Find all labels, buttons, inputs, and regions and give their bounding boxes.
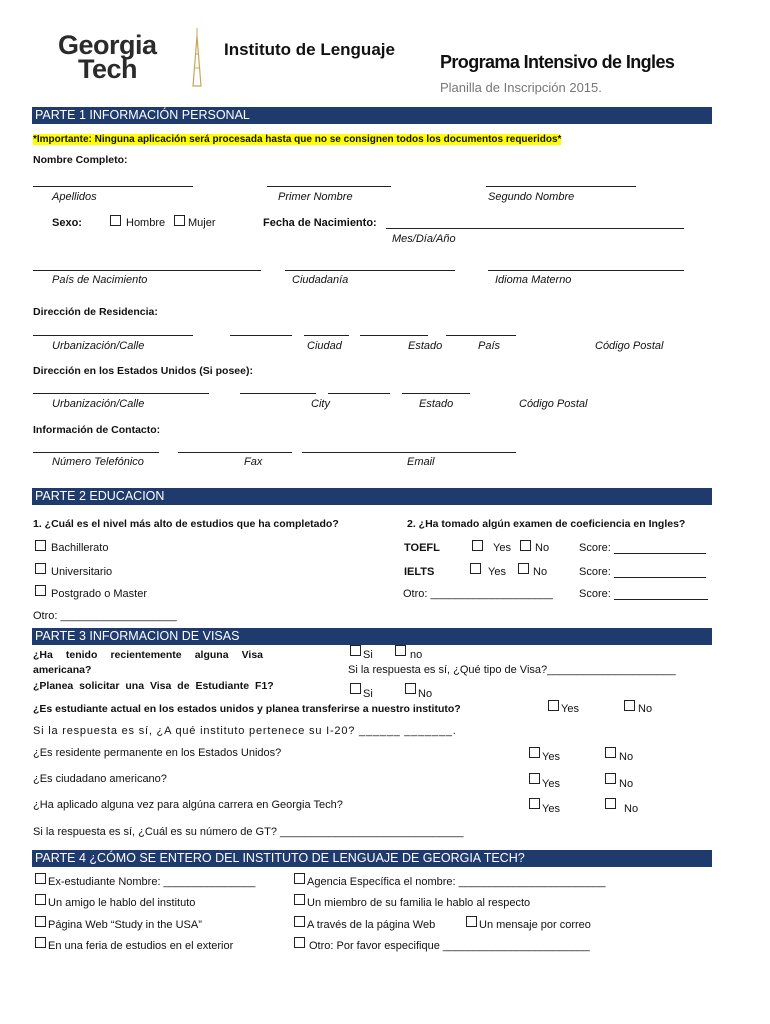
phone-field[interactable] [33, 452, 159, 453]
native-language-caption: Idioma Materno [495, 274, 572, 286]
other-source-label: Otro: Por favor especifique ________________________ [309, 940, 590, 952]
universitario-checkbox[interactable] [35, 563, 46, 574]
website-checkbox[interactable] [294, 916, 305, 927]
transfer-no-checkbox[interactable] [624, 700, 635, 711]
mail-checkbox[interactable] [466, 916, 477, 927]
other-source-checkbox[interactable] [294, 937, 305, 948]
logo-line2: Tech [78, 54, 138, 84]
us-street-caption: Urbanización/Calle [52, 398, 145, 410]
website-label: A través de la página Web [307, 919, 436, 931]
visa-question: ¿Ha tenido recientemente alguna Visa americana? [33, 649, 263, 676]
important-notice: *Importante: Ninguna aplicación será procesada hasta que no se consignen todos los documentos requeridos* [33, 134, 562, 145]
part3-header: PARTE 3 INFORMACION DE VISAS [32, 628, 712, 645]
bachillerato-label: Bachillerato [51, 542, 109, 554]
email-caption: Email [407, 456, 435, 468]
resident-no-label: No [619, 751, 634, 763]
res-street-caption: Urbanización/Calle [52, 340, 145, 352]
birth-country-field[interactable] [33, 270, 261, 271]
ielts-no-label: No [533, 566, 548, 578]
transfer-yes-checkbox[interactable] [548, 700, 559, 711]
english-exam-question: 2. ¿Ha tomado algún examen de coeficiencia en Ingles? [407, 518, 686, 530]
contact-label: Información de Contacto: [33, 424, 161, 436]
ielts-label: IELTS [404, 566, 435, 578]
f1-si-checkbox[interactable] [350, 683, 361, 694]
citizen-no-label: No [619, 778, 634, 790]
citizen-question: ¿Es ciudadano americano? [33, 773, 167, 785]
toefl-yes-label: Yes [493, 542, 511, 554]
study-usa-label: Página Web “Study in the USA” [48, 919, 202, 931]
visa-type-question: Si la respuesta es sí, ¿Qué tipo de Visa?_____________________ [348, 664, 676, 676]
fax-caption: Fax [244, 456, 263, 468]
sex-label: Sexo: [52, 217, 82, 229]
part1-header: PARTE 1 INFORMACIÓN PERSONAL [32, 107, 712, 124]
mail-label: Un mensaje por correo [479, 919, 591, 931]
universitario-label: Universitario [51, 566, 113, 578]
family-label: Un miembro de su familia le hablo al respecto [307, 897, 531, 909]
ielts-yes-label: Yes [488, 566, 506, 578]
resident-yes-checkbox[interactable] [529, 747, 540, 758]
second-name-caption: Segundo Nombre [488, 191, 575, 203]
citizen-yes-label: Yes [542, 778, 560, 790]
gt-no-checkbox[interactable] [605, 798, 616, 809]
ielts-score-field[interactable] [614, 577, 706, 578]
res-state-field[interactable] [304, 335, 349, 336]
agency-label: Agencia Específica el nombre: ________________________ [307, 876, 606, 888]
transfer-yes-label: Yes [561, 703, 579, 715]
gt-yes-checkbox[interactable] [529, 798, 540, 809]
residence-label: Dirección de Residencia: [33, 306, 158, 318]
f1-si-label: Si [363, 688, 373, 700]
gt-no-label: No [624, 803, 639, 815]
agency-checkbox[interactable] [294, 873, 305, 884]
last-names-caption: Apellidos [52, 191, 97, 203]
toefl-no-label: No [535, 542, 550, 554]
us-street-field[interactable] [33, 393, 209, 394]
us-postal-field[interactable] [402, 393, 470, 394]
male-label: Hombre [126, 217, 166, 229]
other-score-label: Score: [579, 588, 611, 600]
postgrado-checkbox[interactable] [35, 585, 46, 596]
first-name-field[interactable] [267, 186, 391, 187]
male-checkbox[interactable] [110, 215, 121, 226]
us-address-label: Dirección en los Estados Unidos (Si posee): [33, 365, 253, 377]
us-city-field[interactable] [240, 393, 316, 394]
f1-visa-question: ¿Planea solicitar una Visa de Estudiante F1? [33, 680, 274, 692]
dob-field[interactable] [386, 228, 684, 229]
toefl-yes-checkbox[interactable] [472, 540, 483, 551]
bachillerato-checkbox[interactable] [35, 540, 46, 551]
transfer-no-label: No [638, 703, 653, 715]
dob-format: Mes/Día/Año [392, 233, 456, 245]
res-state-caption: Estado [408, 340, 443, 352]
ielts-yes-checkbox[interactable] [470, 563, 481, 574]
dob-label: Fecha de Nacimiento: [263, 217, 377, 229]
visa-si-label: Si [363, 649, 373, 661]
res-city-field[interactable] [230, 335, 292, 336]
postgrado-label: Postgrado o Master [51, 588, 147, 600]
form-subtitle: Planilla de Inscripción 2015. [440, 80, 602, 95]
resident-question: ¿Es residente permanente en los Estados Unidos? [33, 747, 282, 759]
friend-label: Un amigo le hablo del instituto [48, 897, 196, 909]
ex-student-checkbox[interactable] [35, 873, 46, 884]
us-city-caption: City [311, 398, 330, 410]
f1-no-label: No [418, 688, 433, 700]
education-other: Otro: ___________________ [33, 610, 177, 622]
friend-checkbox[interactable] [35, 894, 46, 905]
i20-question: Si la respuesta es sí, ¿A qué instituto pertenece su I-20? ______ _______. [33, 725, 457, 737]
res-country-caption: País [478, 340, 501, 352]
birth-country-caption: País de Nacimiento [52, 274, 148, 286]
ielts-score-label: Score: [579, 566, 611, 578]
resident-no-checkbox[interactable] [605, 747, 616, 758]
institute-title: Instituto de Lenguaje [224, 40, 395, 59]
visa-si-checkbox[interactable] [350, 645, 361, 656]
us-state-caption: Estado [419, 398, 454, 410]
us-state-field[interactable] [328, 393, 390, 394]
tower-icon [186, 28, 208, 90]
program-title: Programa Intensivo de Ingles [440, 52, 675, 72]
res-city-caption: Ciudad [307, 340, 342, 352]
first-name-caption: Primer Nombre [278, 191, 353, 203]
exam-other: Otro: ____________________ [403, 588, 553, 600]
citizenship-field[interactable] [285, 270, 455, 271]
res-country-field[interactable] [360, 335, 428, 336]
education-question: 1. ¿Cuál es el nivel más alto de estudios que ha completado? [33, 518, 339, 530]
phone-caption: Número Telefónico [52, 456, 144, 468]
citizenship-caption: Ciudadanía [292, 274, 349, 286]
citizen-yes-checkbox[interactable] [529, 773, 540, 784]
toefl-no-checkbox[interactable] [520, 540, 531, 551]
gt-yes-label: Yes [542, 803, 560, 815]
female-checkbox[interactable] [174, 215, 185, 226]
full-name-label: Nombre Completo: [33, 154, 128, 166]
ielts-no-checkbox[interactable] [518, 563, 529, 574]
visa-no-label: no [410, 649, 423, 661]
family-checkbox[interactable] [294, 894, 305, 905]
ex-student-label: Ex-estudiante Nombre: _______________ [48, 876, 256, 888]
fax-field[interactable] [178, 452, 292, 453]
fair-checkbox[interactable] [35, 937, 46, 948]
fair-label: En una feria de estudios en el exterior [48, 940, 234, 952]
native-language-field[interactable] [488, 270, 684, 271]
part2-header: PARTE 2 EDUCACION [32, 488, 712, 505]
email-field[interactable] [302, 452, 516, 453]
res-postal-caption: Código Postal [595, 340, 664, 352]
logo-line1: Georgia [58, 30, 157, 60]
study-usa-checkbox[interactable] [35, 916, 46, 927]
visa-no-checkbox[interactable] [395, 645, 406, 656]
resident-yes-label: Yes [542, 751, 560, 763]
last-names-field[interactable] [33, 186, 193, 187]
res-street-field[interactable] [33, 335, 193, 336]
georgia-tech-logo [58, 30, 208, 90]
f1-no-checkbox[interactable] [405, 683, 416, 694]
other-score-field[interactable] [614, 599, 708, 600]
res-postal-field[interactable] [446, 335, 516, 336]
citizen-no-checkbox[interactable] [605, 773, 616, 784]
toefl-score-label: Score: [579, 542, 611, 554]
us-postal-caption: Código Postal [519, 398, 588, 410]
gt-applied-question: ¿Ha aplicado alguna vez para algúna carrera en Georgia Tech? [33, 799, 343, 811]
female-label: Mujer [188, 217, 216, 229]
toefl-label: TOEFL [404, 542, 440, 554]
gt-number-question: Si la respuesta es sí, ¿Cuál es su número de GT? ______________________________ [33, 826, 464, 838]
part4-header: PARTE 4 ¿CÓMO SE ENTERO DEL INSTITUTO DE LENGUAJE DE GEORGIA TECH? [32, 850, 712, 867]
second-name-field[interactable] [486, 186, 636, 187]
transfer-question: ¿Es estudiante actual en los estados unidos y planea transferirse a nuestro instituto? [33, 703, 461, 715]
toefl-score-field[interactable] [614, 553, 706, 554]
